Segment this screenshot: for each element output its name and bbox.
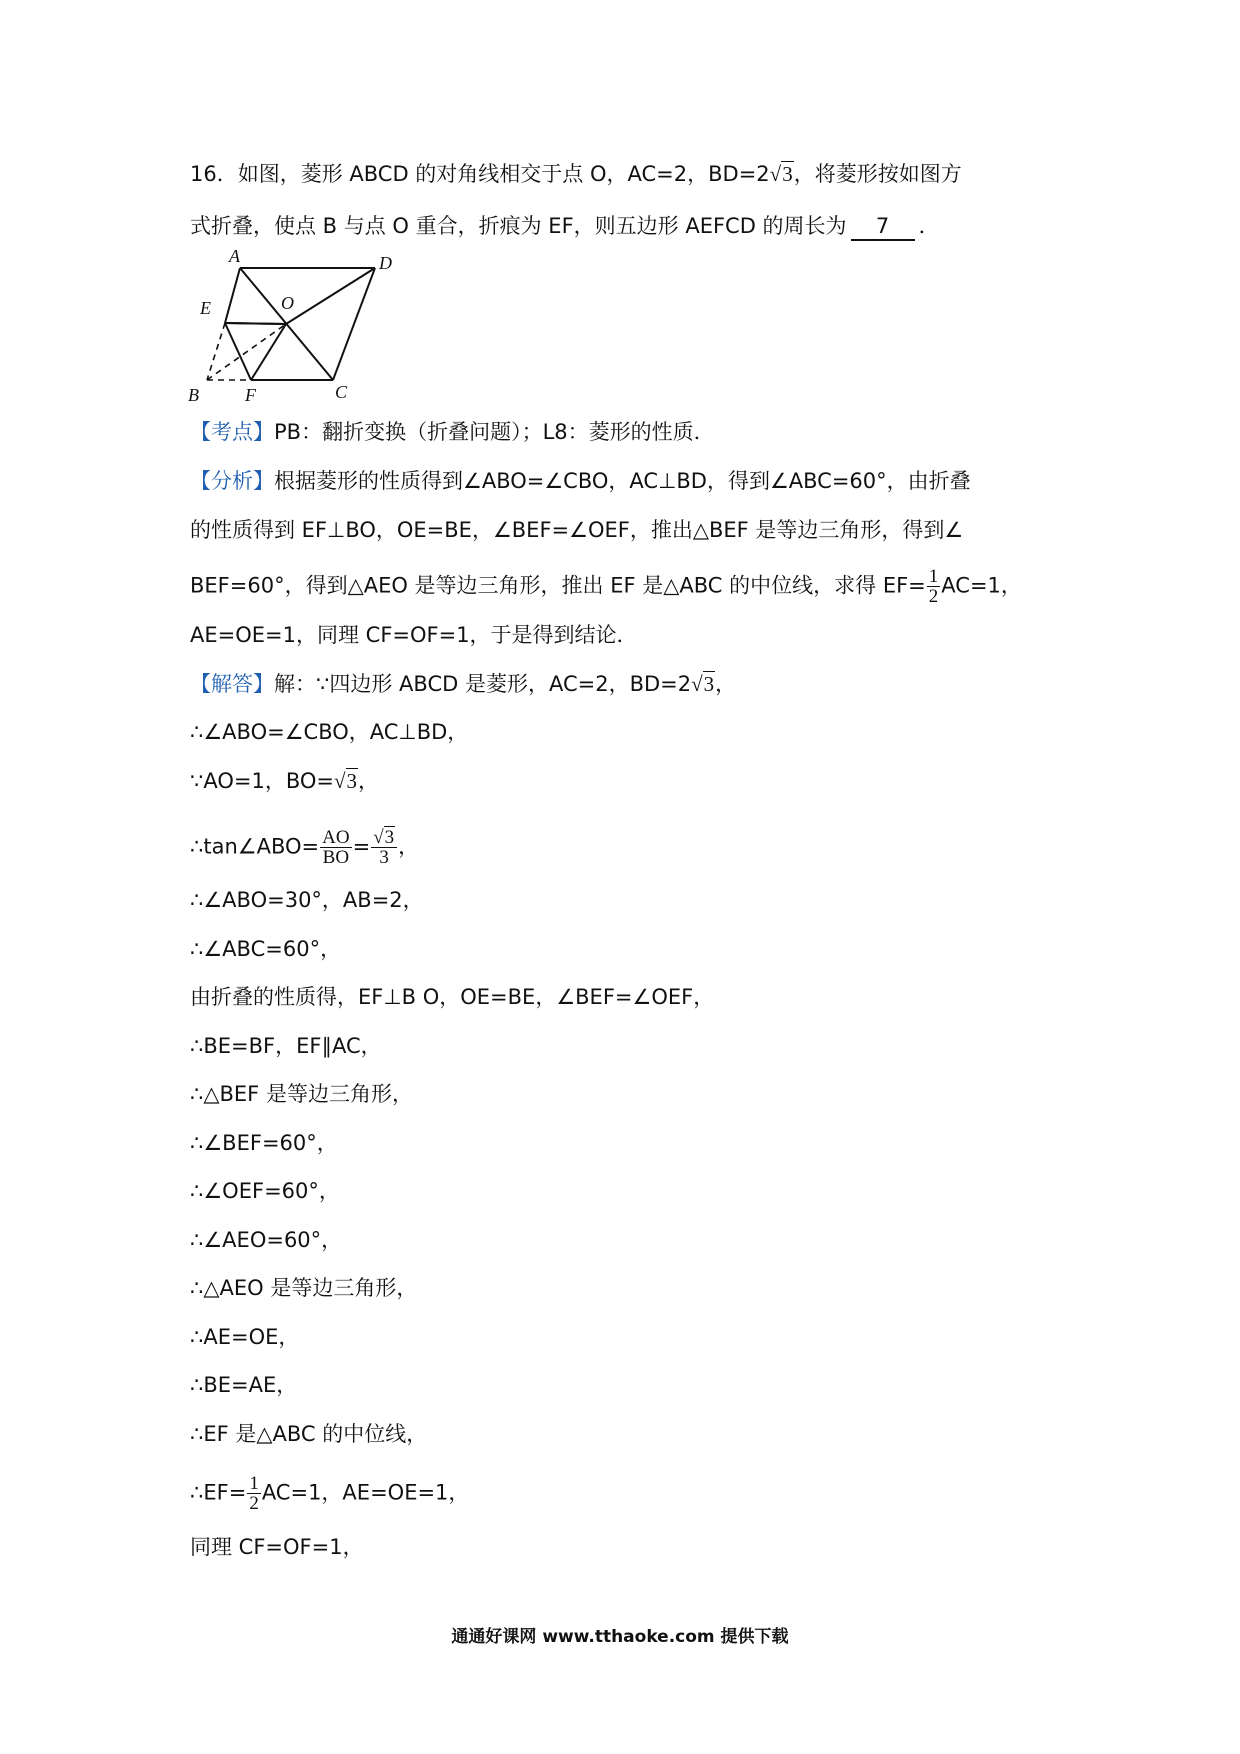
jieda-line-2: ∴∠ABO=∠CBO，AC⊥BD，: [190, 720, 469, 744]
question-line-2: 式折叠，使点 B 与点 O 重合，折痕为 EF，则五边形 AEFCD 的周长为 7 ．: [190, 211, 940, 241]
jieda-line-4: ∴tan∠ABO= $\frac{AO}{BO}$ = $\frac{√3}{3}$ ，: [190, 827, 420, 868]
kaodian-line: 【考点】PB：翻折变换（折叠问题）；L8：菱形的性质．: [190, 420, 715, 444]
diagonal-od: [286, 268, 375, 324]
jieda-line-12: ∴∠AEO=60°，: [190, 1228, 343, 1252]
label-d: D: [379, 253, 392, 273]
jieda-line-10: ∴∠BEF=60°，: [190, 1131, 338, 1155]
fenxi-line-1: 【分析】根据菱形的性质得到∠ABO=∠CBO，AC⊥BD，得到∠ABC=60°，由折叠: [190, 469, 971, 493]
question-text: 16．如图，菱形 ABCD 的对角线相交于点 O，AC=2，BD=2: [190, 162, 770, 186]
sqrt-symbol: √3: [769, 162, 793, 186]
fenxi-tag: 【分析】: [190, 469, 274, 493]
segment-fo: [251, 324, 286, 380]
jieda-line-6: ∴∠ABC=60°，: [190, 937, 342, 961]
dashed-eb: [207, 323, 225, 380]
edge-dc: [333, 268, 375, 380]
jieda-line-7: 由折叠的性质得，EF⊥B O，OE=BE，∠BEF=∠OEF，: [190, 985, 715, 1009]
fenxi-line-2: 的性质得到 EF⊥BO，OE=BE，∠BEF=∠OEF，推出△BEF 是等边三角形，得到∠: [190, 518, 964, 542]
question-line-1: 16．如图，菱形 ABCD 的对角线相交于点 O，AC=2，BD=2√3，将菱形按如图方: [190, 162, 962, 186]
edge-ae: [225, 268, 240, 323]
sqrt-symbol: √3: [334, 769, 358, 793]
jieda-line-11: ∴∠OEF=60°，: [190, 1179, 340, 1203]
fraction: $\frac{1}{2}$: [249, 1473, 259, 1514]
segment-e-bo: [225, 323, 286, 324]
label-b: B: [188, 385, 199, 405]
fenxi-line-3: BEF=60°，得到△AEO 是等边三角形，推出 EF 是△ABC 的中位线，求得 EF= $\frac{1}{2}$ AC=1，: [190, 566, 1022, 607]
label-a: A: [229, 248, 240, 266]
fraction: $\frac{√3}{3}$: [371, 828, 397, 867]
jieda-line-3: ∵AO=1，BO=√3，: [190, 769, 380, 793]
fraction: $\frac{AO}{BO}$: [322, 827, 350, 868]
jieda-line-8: ∴BE=BF，EF∥AC，: [190, 1034, 382, 1058]
label-e: E: [200, 298, 211, 318]
jieda-line-15: ∴BE=AE，: [190, 1373, 298, 1397]
jieda-line-5: ∴∠ABO=30°，AB=2，: [190, 888, 424, 912]
sqrt-symbol: √3: [691, 672, 715, 696]
jieda-line-16: ∴EF 是△ABC 的中位线，: [190, 1422, 428, 1446]
jieda-line-17: ∴EF= $\frac{1}{2}$ AC=1，AE=OE=1，: [190, 1473, 470, 1514]
jieda-line-14: ∴AE=OE，: [190, 1325, 300, 1349]
label-o: O: [281, 293, 294, 313]
kaodian-tag: 【考点】: [190, 420, 274, 444]
jieda-line-9: ∴△BEF 是等边三角形，: [190, 1082, 413, 1106]
jieda-line-13: ∴△AEO 是等边三角形，: [190, 1276, 418, 1300]
fraction: $\frac{1}{2}$: [928, 566, 939, 607]
answer-blank: 7: [851, 213, 915, 241]
fenxi-line-4: AE=OE=1，同理 CF=OF=1，于是得到结论．: [190, 623, 638, 647]
jieda-line-18: 同理 CF=OF=1，: [190, 1535, 364, 1559]
page-footer: 通通好课网 www.tthaoke.com 提供下载: [451, 1627, 789, 1647]
label-c: C: [335, 382, 348, 402]
jieda-line-1: 【解答】解：∵四边形 ABCD 是菱形，AC=2，BD=2√3，: [190, 672, 737, 696]
jieda-tag: 【解答】: [190, 672, 274, 696]
label-f: F: [245, 385, 256, 405]
rhombus-figure: [185, 248, 400, 406]
